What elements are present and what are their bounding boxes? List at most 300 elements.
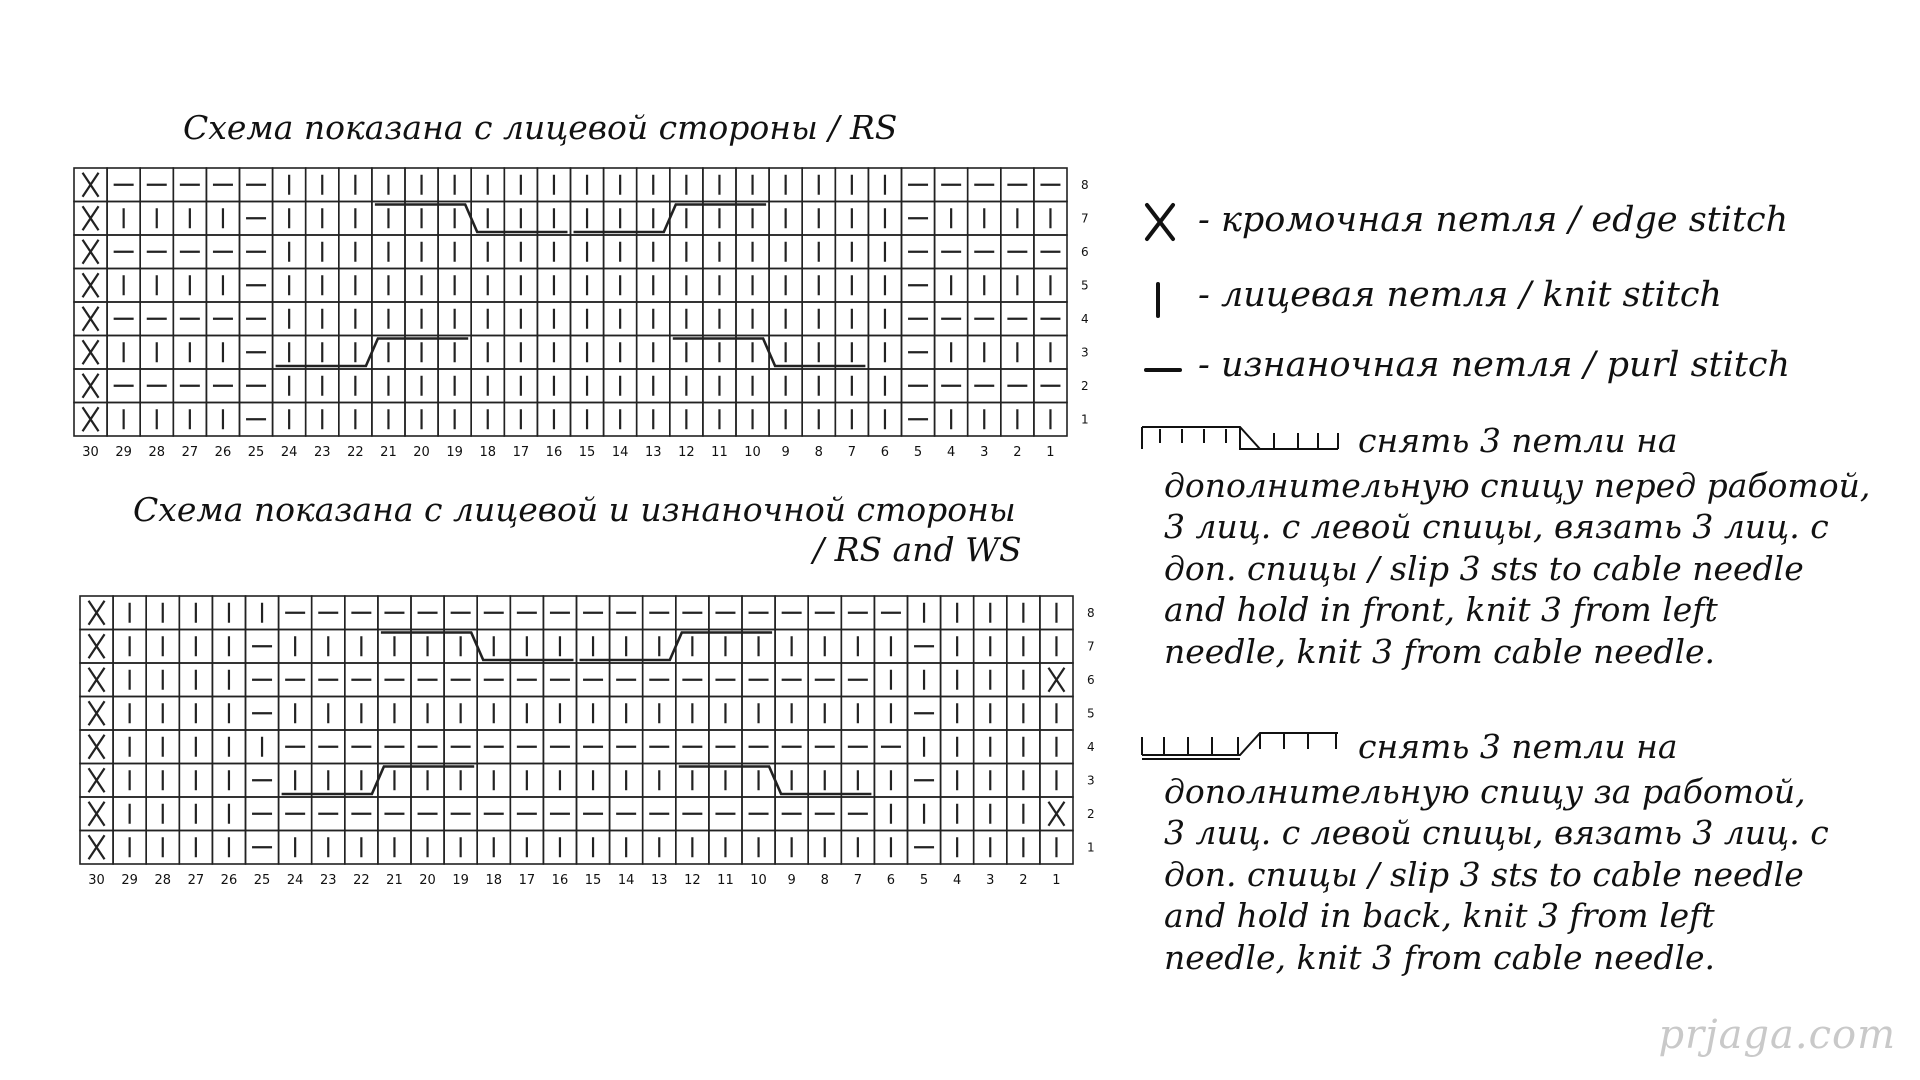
chart-cell [703,369,736,403]
chart-cell [240,302,273,336]
row-label: 7 [1087,639,1095,654]
chart-cell [471,403,504,437]
chart-cell [769,302,802,336]
chart-cell [941,797,974,831]
chart-cell [378,797,411,831]
chart-cell [411,764,444,798]
column-label: 1 [1052,873,1061,888]
column-label: 25 [253,873,271,888]
column-label: 26 [214,445,232,460]
column-label: 6 [880,445,890,460]
cable-back-description [1140,771,1829,979]
chart-cell [438,168,471,202]
column-label: 10 [744,445,761,460]
chart-cell [935,403,968,437]
chart-cell [273,336,306,370]
chart-cell [74,168,107,202]
chart-cell [974,596,1007,630]
chart-cell [802,269,835,303]
chart-cell [246,596,279,630]
chart-cell [543,663,576,697]
chart-cell [107,168,140,202]
chart-cell [74,403,107,437]
column-label: 6 [886,873,896,888]
chart-cell [240,269,273,303]
chart-cell [868,369,901,403]
chart-cell [742,831,775,865]
chart-cell [306,235,339,269]
chart-cell [312,630,345,664]
chart-cell [808,663,841,697]
chart-cell [1007,797,1040,831]
column-label: 4 [953,873,962,888]
chart-cell [411,596,444,630]
chart-cell [610,697,643,731]
chart-cell [868,235,901,269]
chart-cell [610,630,643,664]
column-label: 16 [545,445,563,460]
chart-cell [179,663,212,697]
chart-cell [841,630,874,664]
chart-cell [411,663,444,697]
chart-cell [769,269,802,303]
chart-cell [670,235,703,269]
chart-cell [1034,369,1067,403]
column-label: 7 [853,873,862,888]
chart-cell [471,235,504,269]
chart-cell [107,269,140,303]
chart-cell [808,730,841,764]
row-label: 2 [1081,378,1089,393]
chart-cell [471,302,504,336]
row-label: 2 [1087,806,1095,821]
chart-cell [577,764,610,798]
chart-cell [1040,630,1073,664]
chart-cell [802,302,835,336]
chart-cell [968,202,1001,236]
chart-cell [273,235,306,269]
chart-cell [571,269,604,303]
chart-cell [372,369,405,403]
chart-cell [874,764,907,798]
chart-cell [339,269,372,303]
chart-cell [80,663,113,697]
chart-cell [113,630,146,664]
chart-cell [240,369,273,403]
chart-cell [537,336,570,370]
chart-cell [802,168,835,202]
chart-cell [908,596,941,630]
chart-cell [1001,269,1034,303]
chart-cell [510,797,543,831]
chart-cell [868,403,901,437]
chart-cell [968,269,1001,303]
chart-cell [703,235,736,269]
chart-cell [273,302,306,336]
chart-cell [246,663,279,697]
chart-cell [537,168,570,202]
chart-cell [974,831,1007,865]
column-label: 21 [380,445,397,460]
chart-cell [610,730,643,764]
chart-cell [874,730,907,764]
chart-cell [868,202,901,236]
chart-cell [670,403,703,437]
chart-cell [742,697,775,731]
chart-cell [643,730,676,764]
chart-cell [146,797,179,831]
chart-cell [306,369,339,403]
chart-cell [537,269,570,303]
chart-cell [577,831,610,865]
column-label: 8 [820,873,829,888]
chart-cell [908,764,941,798]
chart-cell [444,797,477,831]
chart-cell [709,764,742,798]
chart-cell [577,797,610,831]
chart-cell [477,797,510,831]
chart-cell [1001,336,1034,370]
chart-cell [868,302,901,336]
chart-cell [477,596,510,630]
column-label: 3 [986,873,995,888]
chart-cell [1040,797,1073,831]
chart-cell [372,168,405,202]
chart-cell [1007,831,1040,865]
chart-cell [438,403,471,437]
chart-cell [742,596,775,630]
chart-cell [179,764,212,798]
chart-cell [802,202,835,236]
chart-cell [345,697,378,731]
chart-cell [146,663,179,697]
chart-cell [279,630,312,664]
chart-cell [874,596,907,630]
chart-cell [577,630,610,664]
column-label: 29 [115,445,132,460]
chart-cell [610,797,643,831]
chart-cell [610,663,643,697]
chart-cell [968,235,1001,269]
chart-cell [935,302,968,336]
chart-cell [802,336,835,370]
chart-cell [604,168,637,202]
chart-cell [643,797,676,831]
chart-cell [868,336,901,370]
chart-cell [835,403,868,437]
cable-front-description-line: 3 лиц. с левой спицы, вязать 3 лиц. с [1164,507,1829,547]
chart-cell [378,697,411,731]
chart-cell [405,235,438,269]
chart-cell [709,730,742,764]
chart-cell [742,730,775,764]
chart-cell [841,831,874,865]
chart-cell [808,697,841,731]
chart-cell [637,269,670,303]
chart-cell [306,336,339,370]
chart-cell [703,336,736,370]
chart-cell [345,831,378,865]
legend-edge-label: - кромочная петля / edge stitch [1198,200,1789,240]
row-label: 5 [1087,706,1095,721]
chart-cell [306,403,339,437]
chart-cell [908,630,941,664]
chart-cell [835,269,868,303]
column-label: 22 [347,445,364,460]
chart-cell [868,269,901,303]
chart-cell [676,797,709,831]
chart-cell [1034,403,1067,437]
chart-cell [74,302,107,336]
chart-cell [935,235,968,269]
chart-cell [543,797,576,831]
chart-cell [736,269,769,303]
chart-cell [113,764,146,798]
chart-cell [378,663,411,697]
chart-cell [411,831,444,865]
chart-cell [405,168,438,202]
chart-cell [339,235,372,269]
chart-cell [140,403,173,437]
chart-cell [604,235,637,269]
chart-cell [935,269,968,303]
column-label: 26 [220,873,238,888]
chart-cell [802,403,835,437]
chart-cell [769,235,802,269]
chart-cell [173,202,206,236]
chart-cell [279,663,312,697]
chart-cell [306,202,339,236]
chart-cell [146,730,179,764]
column-label: 9 [781,445,790,460]
chart-cell [471,269,504,303]
column-label: 7 [847,445,856,460]
row-label: 1 [1081,412,1089,427]
chart-cell [643,663,676,697]
chart-cell [1034,168,1067,202]
row-label: 4 [1081,311,1089,326]
chart-cell [935,168,968,202]
chart-cell [510,764,543,798]
chart-cell [543,730,576,764]
chart-cell [240,202,273,236]
chart-cell [411,797,444,831]
column-label: 5 [919,873,929,888]
chart-cell [1001,403,1034,437]
knit-stitch-icon [1150,280,1166,324]
chart-cell [477,663,510,697]
chart-cell [378,596,411,630]
chart-cell [504,302,537,336]
chart-cell [769,168,802,202]
chart-cell [736,168,769,202]
column-label: 11 [717,873,734,888]
chart-cell [438,336,471,370]
chart-cell [670,336,703,370]
column-label: 1 [1046,445,1055,460]
column-label: 9 [787,873,796,888]
chart-cell [974,730,1007,764]
chart-cell [604,269,637,303]
column-label: 25 [247,445,265,460]
column-label: 18 [485,873,503,888]
chart-cell [173,369,206,403]
chart-cell [146,630,179,664]
chart-cell [808,797,841,831]
chart-cell [841,663,874,697]
chart-cell [471,336,504,370]
chart-cell [246,764,279,798]
chart-cell [775,831,808,865]
column-label: 15 [584,873,602,888]
chart-cell [444,831,477,865]
column-label: 10 [750,873,767,888]
column-label: 14 [611,445,629,460]
column-label: 28 [148,445,166,460]
chart-cell [477,730,510,764]
chart-cell [246,630,279,664]
chart-cell [577,697,610,731]
chart-cell [80,797,113,831]
chart-cell [808,630,841,664]
chart-cell [173,269,206,303]
chart-cell [709,797,742,831]
chart-cell [676,596,709,630]
chart-cell [312,697,345,731]
chart-cell [736,235,769,269]
chart-cell [1034,202,1067,236]
chart-cell [974,797,1007,831]
legend-knit-label: - лицевая петля / knit stitch [1198,275,1722,315]
chart-cell [709,831,742,865]
chart-cell [1007,697,1040,731]
chart-cell [841,596,874,630]
chart-cell [775,596,808,630]
column-label: 14 [617,873,635,888]
chart-cell [1007,630,1040,664]
chart-cell [935,336,968,370]
chart-cell [140,336,173,370]
chart-cell [113,730,146,764]
chart-cell [1001,302,1034,336]
chart-cell [107,202,140,236]
chart-cell [246,831,279,865]
chart-cell [670,302,703,336]
column-label: 8 [814,445,823,460]
chart-rs-title: Схема показана с лицевой стороны / RS [183,108,898,147]
chart-cell [902,168,935,202]
chart-cell [510,730,543,764]
chart-cell [74,269,107,303]
chart-cell [378,730,411,764]
column-label: 19 [446,445,463,460]
chart-cell [405,269,438,303]
chart-cell [902,369,935,403]
chart-cell [802,369,835,403]
column-label: 20 [419,873,436,888]
chart-cell [372,235,405,269]
chart-cell [968,336,1001,370]
chart-cell [637,168,670,202]
chart-cell [504,403,537,437]
chart-cell [874,697,907,731]
chart-cell [339,168,372,202]
chart-cell [212,764,245,798]
chart-cell [537,403,570,437]
chart-cell [643,831,676,865]
legend-purl-label: - изнаночная петля / purl stitch [1198,345,1790,385]
chart-cell [312,730,345,764]
chart-cell [80,730,113,764]
chart-cell [637,302,670,336]
chart-cell [212,797,245,831]
chart-cell [841,797,874,831]
row-label: 4 [1087,739,1095,754]
chart-cell [775,663,808,697]
chart-cell [212,596,245,630]
chart-rsws-title-line2: / RS and WS [813,530,1022,569]
chart-cell [802,235,835,269]
chart-cell [1034,235,1067,269]
column-label: 24 [286,873,304,888]
purl-stitch-icon [1143,350,1183,394]
cable-back-first-line: снять 3 петли на [1358,727,1678,766]
chart-cell [1034,269,1067,303]
chart-cell [577,730,610,764]
chart-cell [543,596,576,630]
chart-cell [703,302,736,336]
chart-cell [339,202,372,236]
chart-cell [179,697,212,731]
chart-cell [273,403,306,437]
chart-cell [571,168,604,202]
chart-cell [571,369,604,403]
legend-cable-front [1140,420,1870,672]
chart-cell [537,202,570,236]
chart-cell [637,403,670,437]
chart-cell [107,302,140,336]
chart-cell [206,235,239,269]
chart-cell [405,202,438,236]
chart-cell [902,302,935,336]
chart-cell [935,202,968,236]
chart-cell [670,369,703,403]
chart-cell [841,730,874,764]
watermark: prjaga.com [1658,1012,1896,1058]
column-label: 19 [452,873,469,888]
chart-cell [471,369,504,403]
column-label: 29 [121,873,138,888]
chart-cell [1040,764,1073,798]
chart-cell [510,630,543,664]
chart-cell [874,663,907,697]
chart-cell [676,697,709,731]
chart-cell [140,202,173,236]
chart-cell [941,730,974,764]
chart-cell [908,831,941,865]
chart-cell [1040,831,1073,865]
chart-cell [604,202,637,236]
chart-cell [709,663,742,697]
chart-cell [444,596,477,630]
chart-cell [279,730,312,764]
chart-cell [676,663,709,697]
chart-cell [146,831,179,865]
column-label: 23 [319,873,337,888]
chart-cell [240,403,273,437]
chart-cell [1040,663,1073,697]
chart-cell [703,269,736,303]
